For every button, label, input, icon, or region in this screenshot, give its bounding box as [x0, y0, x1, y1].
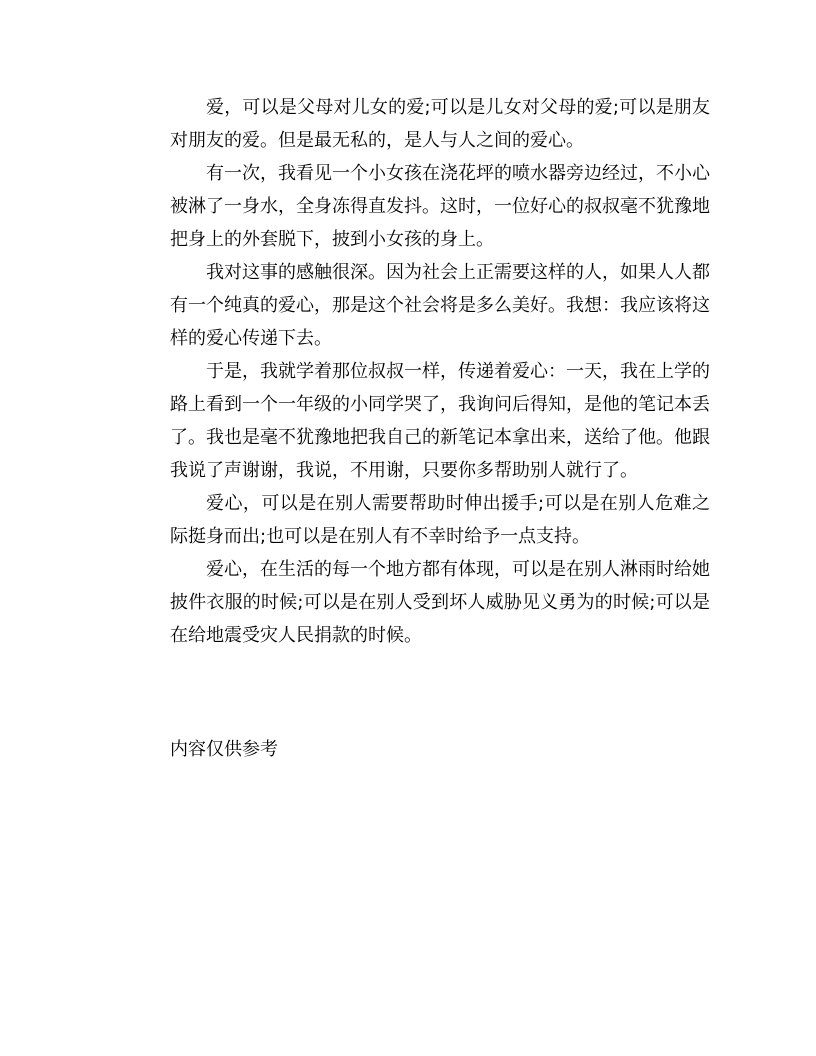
paragraph-passing-love: 于是，我就学着那位叔叔一样，传递着爱心：一天，我在上学的路上看到一个一年级的小同学哭了，我询问后得知，是他的笔记本丢了。我也是毫不犹豫地把我自己的新笔记本拿出来，送给了他。他跟我说了声谢谢，我说，不用谢，只要你多帮助别人就行了。: [170, 361, 710, 481]
reference-only-note: 内容仅供参考: [170, 739, 278, 760]
paragraph-uncle-story: 有一次，我看见一个小女孩在浇花坪的喷水器旁边经过，不小心被淋了一身水，全身冻得直发抖。这时，一位好心的叔叔毫不犹豫地把身上的外套脱下，披到小女孩的身上。: [170, 163, 710, 250]
paragraph-love-everywhere: 爱心，在生活的每一个地方都有体现，可以是在别人淋雨时给她披件衣服的时候;可以是在别人受到坏人威胁见义勇为的时候;可以是在给地震受灾人民捐款的时候。: [170, 559, 710, 646]
paragraph-love-definition: 爱，可以是父母对儿女的爱;可以是儿女对父母的爱;可以是朋友对朋友的爱。但是最无私的，是人与人之间的爱心。: [170, 97, 710, 151]
document-body: [170, 91, 710, 652]
paragraph-love-forms: 爱心，可以是在别人需要帮助时伸出援手;可以是在别人危难之际挺身而出;也可以是在别人有不幸时给予一点支持。: [170, 493, 710, 547]
paragraph-reflection: 我对这事的感触很深。因为社会上正需要这样的人，如果人人都有一个纯真的爱心，那是这个社会将是多么美好。我想：我应该将这样的爱心传递下去。: [170, 262, 710, 349]
